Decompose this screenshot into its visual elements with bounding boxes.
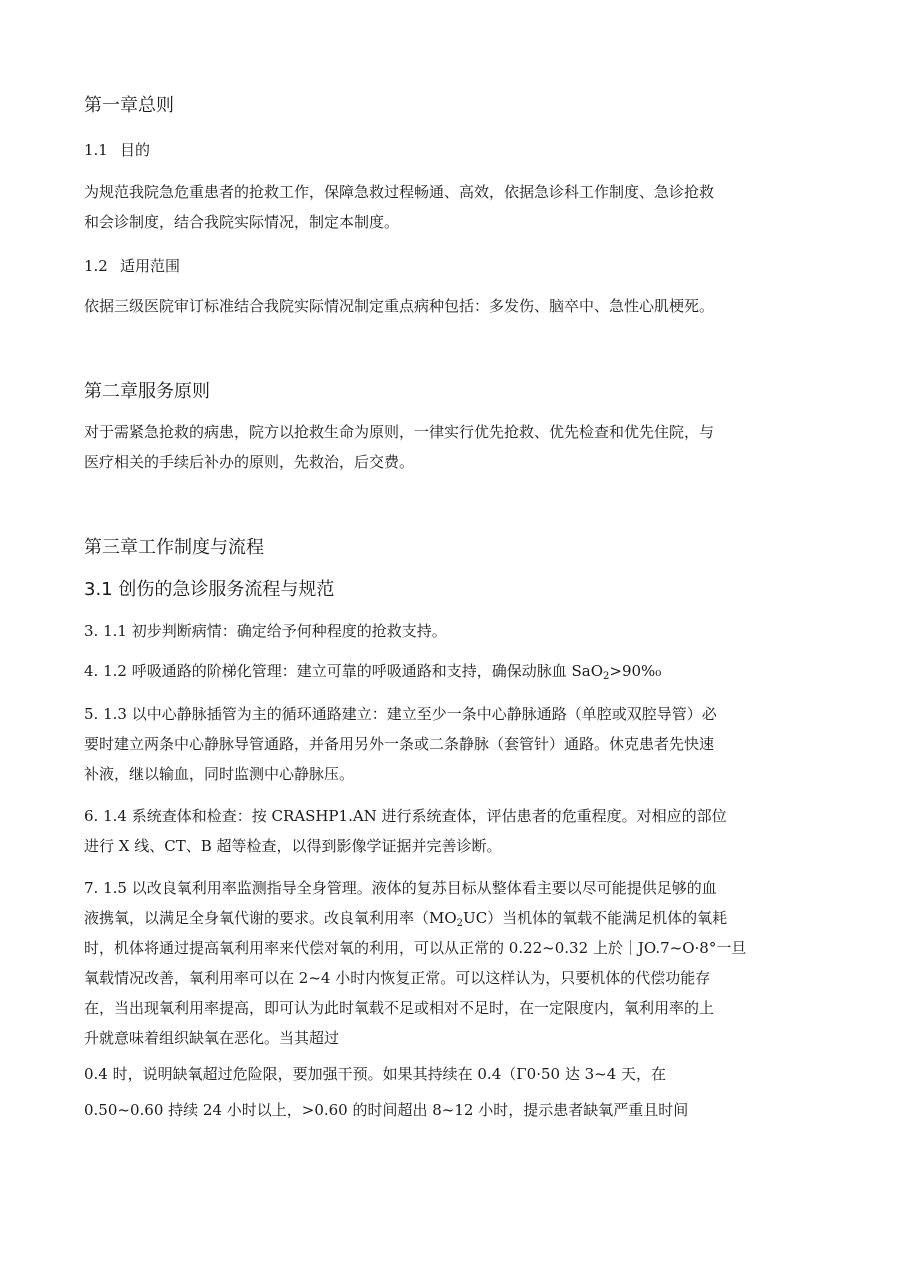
list-item-7-line-3: 时，机体将通过提高氧利用率来代偿对氧的利用，可以从正常的 0.22~0.32 上於｜JO.7~O·8°一旦 xyxy=(84,939,747,957)
section-1-1 xyxy=(84,140,150,160)
chapter-3-title: 第三章工作制度与流程 xyxy=(84,537,264,558)
list-item-3: 3. 1.1 初步判断病情：确定给予何种程度的抢救支持。 xyxy=(84,622,447,640)
section-3-1-title: 3.1 创伤的急诊服务流程与规范 xyxy=(84,579,335,600)
paragraph-1-line-2: 和会诊制度，结合我院实际情况，制定本制度。 xyxy=(84,213,400,231)
chapter-2-paragraph-line-1: 对于需紧急抢救的病患，院方以抢救生命为原则，一律实行优先抢救、优先检查和优先住院，与 xyxy=(84,423,715,441)
list-item-7-line-8: 0.50~0.60 持续 24 小时以上，>0.60 的时间超出 8~12 小时，提示患者缺氧严重且时间 xyxy=(84,1101,689,1119)
list-item-5-line-3: 补液，继以输血，同时监测中心静脉压。 xyxy=(84,765,355,783)
list-item-4-subscript: 2 xyxy=(603,671,610,682)
section-1-1-label: 目的 xyxy=(120,141,151,159)
section-1-2 xyxy=(84,256,180,276)
section-1-2-label: 适用范围 xyxy=(120,257,181,275)
list-item-6-line-1: 6. 1.4 系统查体和检查：按 CRASHP1.AN 进行系统查体，评估患者的危重程度。对相应的部位 xyxy=(84,807,727,825)
chapter-2-title: 第二章服务原则 xyxy=(84,381,210,402)
list-item-7-line-6: 升就意味着组织缺氧在恶化。当其超过 xyxy=(84,1029,340,1047)
list-item-6-line-2: 进行 X 线、CT、B 超等检查，以得到影像学证据并完善诊断。 xyxy=(84,837,502,855)
list-item-5-line-1: 5. 1.3 以中心静脉插管为主的循环通路建立：建立至少一条中心静脉通路（单腔或双腔导管）必 xyxy=(84,705,717,723)
list-item-7-line-2-suffix: UC）当机体的氧载不能满足机体的氧耗 xyxy=(463,909,728,927)
section-1-2-number: 1.2 xyxy=(84,257,108,275)
list-item-5-line-2: 要时建立两条中心静脉导管通路，并备用另外一条或二条静脉（套管针）通路。休克患者先快速 xyxy=(84,735,715,753)
chapter-2-paragraph-line-2: 医疗相关的手续后补办的原则，先救治，后交费。 xyxy=(84,453,415,471)
list-item-7-line-2 xyxy=(84,908,727,928)
chapter-1-title: 第一章总则 xyxy=(84,95,174,116)
list-item-4-suffix: >90%₀ xyxy=(609,662,662,680)
list-item-4-text: 4. 1.2 呼吸通路的阶梯化管理：建立可靠的呼吸通路和支持，确保动脉血 SaO xyxy=(84,662,603,680)
list-item-7-line-4: 氧载情况改善，氧利用率可以在 2~4 小时内恢复正常。可以这样认为，只要机体的代偿功能存 xyxy=(84,969,711,987)
list-item-7-line-5: 在，当出现氧利用率提高，即可认为此时氧载不足或相对不足时，在一定限度内，氧利用率的上 xyxy=(84,999,715,1017)
paragraph-2-line-1: 依据三级医院审订标准结合我院实际情况制定重点病种包括：多发伤、脑卒中、急性心肌梗死。 xyxy=(84,297,715,315)
paragraph-1-line-1: 为规范我院急危重患者的抢救工作，保障急救过程畅通、高效，依据急诊科工作制度、急诊抢救 xyxy=(84,183,715,201)
list-item-7-line-2-text: 液携氧，以满足全身氧代谢的要求。改良氧利用率（MO xyxy=(84,909,457,927)
section-1-1-number: 1.1 xyxy=(84,141,108,159)
list-item-7-subscript: 2 xyxy=(456,918,464,929)
list-item-7-line-7: 0.4 时，说明缺氧超过危险限，要加强干预。如果其持续在 0.4（Γ0·50 达 3~4 天，在 xyxy=(84,1065,667,1083)
list-item-4 xyxy=(84,661,661,681)
list-item-7-line-1: 7. 1.5 以改良氧利用率监测指导全身管理。液体的复苏目标从整体看主要以尽可能提供足够的血 xyxy=(84,879,717,897)
